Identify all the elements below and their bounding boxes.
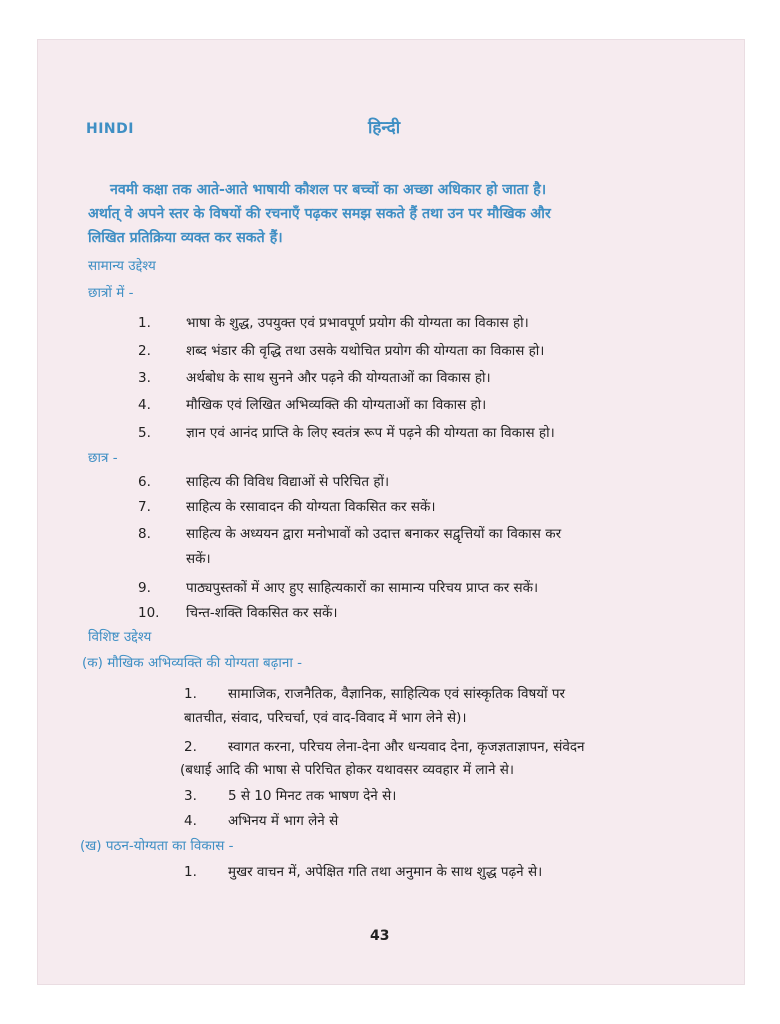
list-number: 3. [184,788,197,804]
list-item-continuation: (बधाई आदि की भाषा से परिचित होकर यथावसर व्यवहार में लाने से। [180,762,515,778]
intro-line-1: नवमी कक्षा तक आते-आते भाषायी कौशल पर बच्चों का अच्छा अधिकार हो जाता है। [110,182,547,198]
page-number: 43 [370,928,390,944]
list-item: साहित्य की विविध विद्याओं से परिचित हों। [186,474,390,490]
reading-skill-heading: (ख) पठन-योग्यता का विकास - [80,838,234,854]
list-item: भाषा के शुद्ध, उपयुक्त एवं प्रभावपूर्ण प्रयोग की योग्यता का विकास हो। [186,315,529,331]
list-item: चिन्त-शक्ति विकसित कर सकें। [186,605,338,621]
list-item: मौखिक एवं लिखित अभिव्यक्ति की योग्यताओं का विकास हो। [186,397,487,413]
intro-line-3: लिखित प्रतिक्रिया व्यक्त कर सकते हैं। [88,230,283,246]
list-number: 1. [184,864,197,880]
list-item: साहित्य के रसावादन की योग्यता विकसित कर सकें। [186,499,436,515]
list-number: 4. [184,813,197,829]
list-number: 1. [138,315,151,331]
list-number: 4. [138,397,151,413]
list-number: 9. [138,580,151,596]
list-item: ज्ञान एवं आनंद प्राप्ति के लिए स्वतंत्र रूप में पढ़ने की योग्यता का विकास हो। [186,425,555,441]
list-item: स्वागत करना, परिचय लेना-देना और धन्यवाद देना, कृजज्ञताज्ञापन, संवेदन [228,739,585,755]
list-number: 3. [138,370,151,386]
general-objectives-heading: सामान्य उद्देश्य [88,258,156,274]
list-number: 5. [138,425,151,441]
list-item: अर्थबोध के साथ सुनने और पढ़ने की योग्यताओं का विकास हो। [186,370,491,386]
list-number: 6. [138,474,151,490]
students-subheading: छात्रों में - [88,285,134,301]
list-item: 5 से 10 मिनट तक भाषण देने से। [228,788,397,804]
list-number: 7. [138,499,151,515]
list-item-continuation: बातचीत, संवाद, परिचर्चा, एवं वाद-विवाद में भाग लेने से)। [184,710,467,726]
list-number: 1. [184,686,197,702]
subject-title-hindi: हिन्दी [368,118,401,138]
list-item: सामाजिक, राजनैतिक, वैज्ञानिक, साहित्यिक एवं सांस्कृतिक विषयों पर [228,686,566,702]
list-number: 2. [184,739,197,755]
list-item: शब्द भंडार की वृद्धि तथा उसके यथोचित प्रयोग की योग्यता का विकास हो। [186,343,545,359]
oral-expression-heading: (क) मौखिक अभिव्यक्ति की योग्यता बढ़ाना - [82,655,302,671]
list-item: मुखर वाचन में, अपेक्षित गति तथा अनुमान के साथ शुद्ध पढ़ने से। [228,864,543,880]
list-item: साहित्य के अध्ययन द्वारा मनोभावों को उदात्त बनाकर सद्वृत्तियों का विकास कर [186,526,562,542]
subject-label-english: HINDI [86,121,134,137]
students-subheading-2: छात्र - [88,450,118,466]
list-item: पाठ्यपुस्तकों में आए हुए साहित्यकारों का सामान्य परिचय प्राप्त कर सकें। [186,580,539,596]
intro-line-2: अर्थात् वे अपने स्तर के विषयों की रचनाएँ पढ़कर समझ सकते हैं तथा उन पर मौखिक और [88,206,551,222]
list-number: 2. [138,343,151,359]
list-number: 8. [138,526,151,542]
list-number: 10. [138,605,160,621]
list-item: अभिनय में भाग लेने से [228,813,339,829]
list-item-continuation: सकें। [186,551,211,567]
specific-objectives-heading: विशिष्ट उद्देश्य [88,629,152,645]
